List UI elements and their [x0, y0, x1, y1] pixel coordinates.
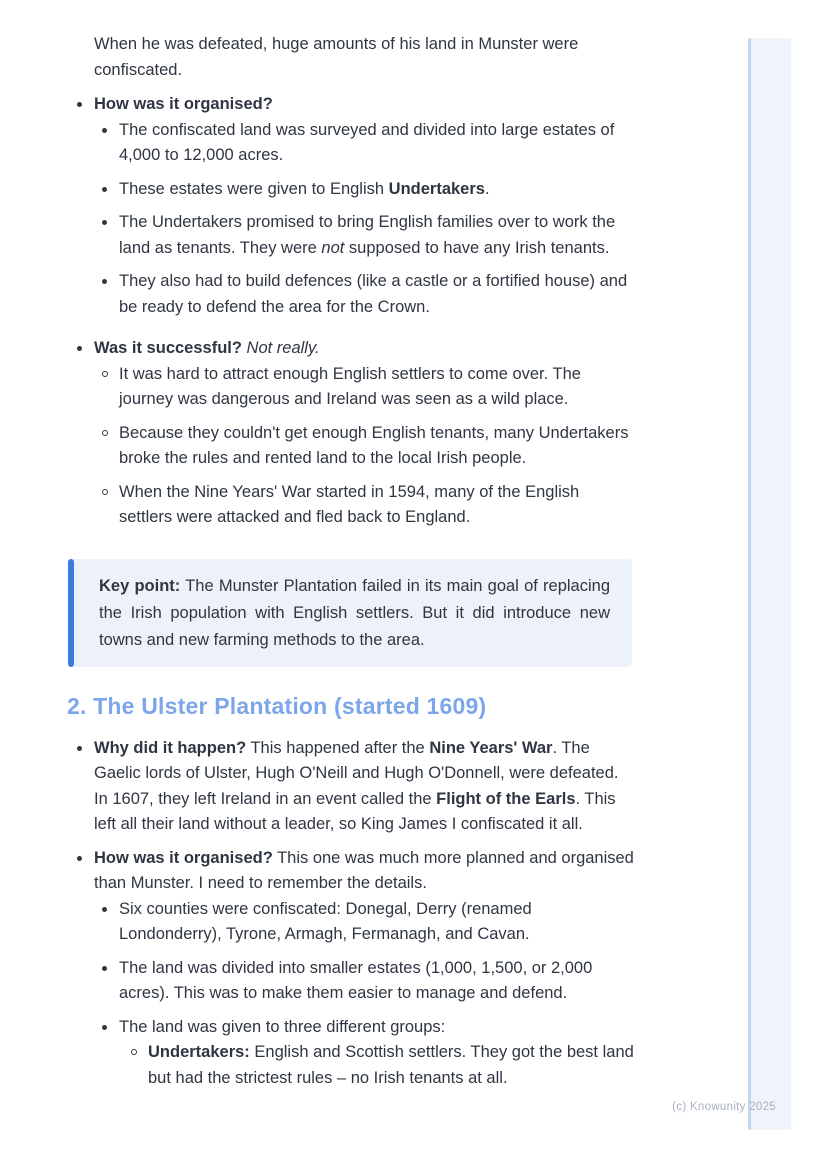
list-item-text: Was it successful? Not really.: [94, 339, 320, 357]
sub-sub-list: [119, 1040, 635, 1099]
list-item: [119, 421, 635, 480]
hollow-bullet-icon: [131, 1049, 137, 1055]
ulster-bullet-list: [94, 736, 635, 1116]
list-item-text: When the Nine Years' War started in 1594, many of the English settlers were attacked and fled back to England.: [119, 482, 580, 526]
document-content: [67, 32, 635, 1115]
munster-bullet-list: [94, 92, 635, 547]
list-item: [119, 210, 635, 269]
list-item-text: How was it organised? This one was much more planned and organised than Munster. I need to remember the details.: [94, 848, 634, 892]
list-item: [119, 1015, 635, 1108]
bullet-icon: [102, 187, 107, 192]
list-item-text: It was hard to attract enough English settlers to come over. The journey was dangerous and Ireland was seen as a wild place.: [119, 364, 581, 408]
hollow-bullet-icon: [102, 489, 108, 495]
list-item-text: Because they couldn't get enough English tenants, many Undertakers broke the rules and rented land to the local Irish people.: [119, 423, 629, 467]
list-item: [119, 480, 635, 539]
hollow-bullet-icon: [102, 430, 108, 436]
list-item-text: Undertakers: English and Scottish settlers. They got the best land but had the strictest rules – no Irish tenants at all.: [148, 1043, 634, 1087]
intro-paragraph: When he was defeated, huge amounts of his land in Munster were confiscated.: [94, 35, 579, 79]
sub-list: [94, 118, 635, 329]
keypoint-text: Key point: The Munster Plantation failed in its main goal of replacing the Irish population with English settlers. But it did introduce new towns and new farming methods to the area.: [99, 576, 610, 649]
bullet-icon: [102, 128, 107, 133]
sub-list: [94, 362, 635, 539]
bullet-icon: [77, 346, 82, 351]
list-item: [119, 362, 635, 421]
list-item-how-organised: [94, 92, 635, 336]
list-item-text: Six counties were confiscated: Donegal, Derry (renamed Londonderry), Tyrone, Armagh, Fermanagh, and Cavan.: [119, 899, 532, 943]
list-item-text: How was it organised?: [94, 95, 273, 113]
list-item-text: These estates were given to English Undertakers.: [119, 179, 490, 198]
bullet-icon: [77, 746, 82, 751]
list-item-text: The land was given to three different groups:: [119, 1017, 446, 1036]
list-item-how-organised-ulster: [94, 846, 635, 1116]
list-item-text: The Undertakers promised to bring English families over to work the land as tenants. They were not supposed to have any Irish tenants.: [119, 213, 616, 257]
list-item: [119, 956, 635, 1015]
list-item: [148, 1040, 635, 1099]
list-item-was-successful: [94, 336, 635, 547]
list-item-text: The land was divided into smaller estates (1,000, 1,500, or 2,000 acres). This was to make them easier to manage and defend.: [119, 958, 593, 1002]
bullet-icon: [77, 856, 82, 861]
section-heading: 2. The Ulster Plantation (started 1609): [67, 692, 487, 719]
list-item-why-happen: [94, 736, 635, 846]
sub-list: [94, 897, 635, 1108]
bullet-icon: [77, 102, 82, 107]
hollow-bullet-icon: [102, 371, 108, 377]
callout-accent-bar: [68, 559, 74, 667]
list-item: [119, 118, 635, 177]
list-item: [119, 269, 635, 328]
bullet-icon: [102, 279, 107, 284]
bullet-icon: [102, 1025, 107, 1030]
list-item-text: The confiscated land was surveyed and divided into large estates of 4,000 to 12,000 acres.: [119, 120, 615, 164]
bullet-icon: [102, 220, 107, 225]
list-item: [119, 177, 635, 211]
watermark: (c) Knowunity 2025: [672, 1101, 776, 1113]
bullet-icon: [102, 907, 107, 912]
list-item-text: Why did it happen? This happened after the Nine Years' War. The Gaelic lords of Ulster, Hugh O'Neill and Hugh O'Donnell, were defeated. In 1607, they left Ireland in an event called the Flight of the Earls. This left all their land without a leader, so King James I confiscated it all.: [94, 738, 619, 833]
list-item: [119, 897, 635, 956]
page-edge-strip: [748, 38, 791, 1130]
keypoint-callout: [68, 559, 632, 667]
list-item-text: They also had to build defences (like a castle or a fortified house) and be ready to defend the area for the Crown.: [119, 272, 628, 316]
bullet-icon: [102, 966, 107, 971]
